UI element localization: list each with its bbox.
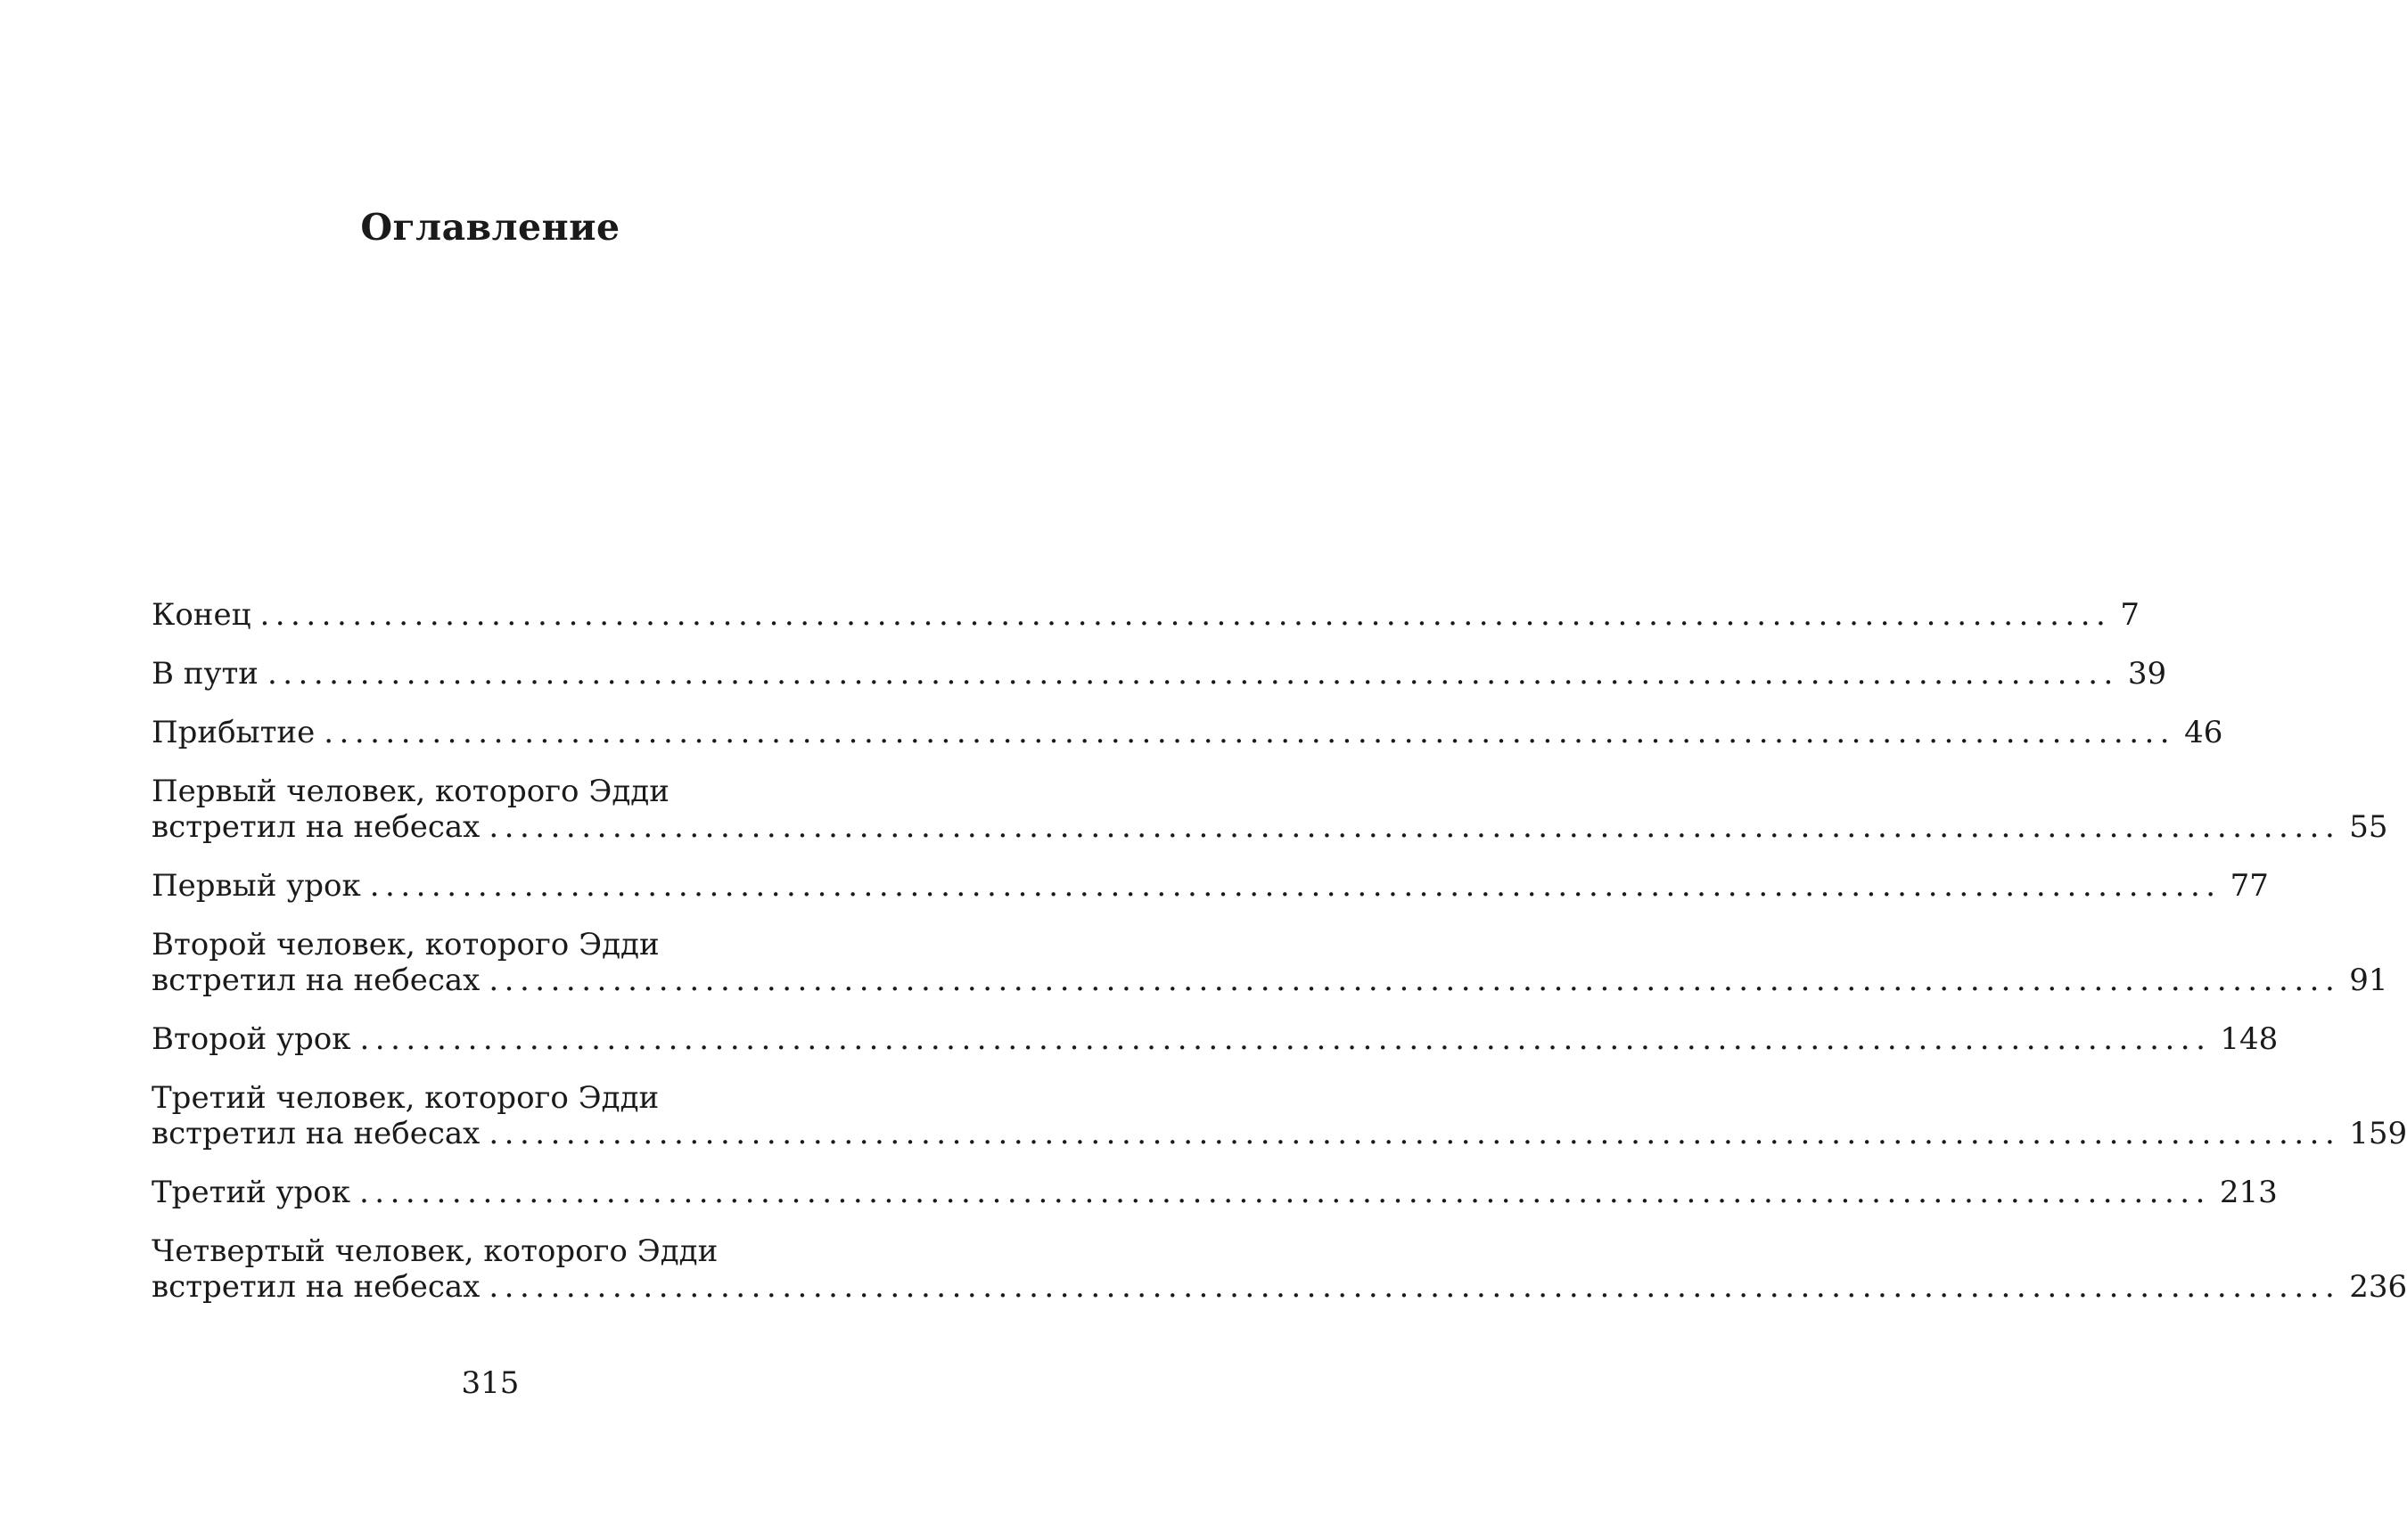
toc-entry-title-line-2: встретил на небесах [152,809,481,845]
dot-leader: ........................................................................................................................ [369,868,2222,904]
toc-line [152,1233,829,1269]
toc-entry-title-line-1: Второй человек, которого Эдди [152,927,660,962]
toc-entry-title: Третий урок [152,1175,350,1210]
dot-leader: ........................................................................................................................ [489,1116,2341,1151]
toc-entry-title: В пути [152,656,259,692]
table-of-contents [152,597,2407,1328]
page-title: Оглавление [360,206,620,250]
dot-leader: ........................................................................................................................ [359,1021,2212,1057]
toc-line [152,868,2269,904]
toc-entry-title-line-2: встретил на небесах [152,1116,481,1151]
dot-leader: ........................................................................................................................ [267,656,2119,692]
toc-line [152,656,2167,692]
toc-entry-page: 213 [2219,1175,2278,1210]
toc-line [152,1116,2407,1151]
toc-entry-page: 55 [2349,809,2388,845]
dot-leader: ........................................................................................................................ [489,809,2341,845]
toc-entry [152,774,2388,845]
toc-line [152,715,2223,750]
toc-entry-title: Прибытие [152,715,316,750]
toc-entry-page: 46 [2184,715,2223,750]
toc-entry-page: 236 [2349,1269,2407,1305]
toc-entry [152,868,2269,904]
toc-entry [152,1233,2407,1305]
toc-line [152,1021,2279,1057]
toc-line [152,1080,829,1116]
toc-entry-page: 148 [2220,1021,2279,1057]
toc-line [152,927,829,962]
toc-line [152,1269,2407,1305]
toc-entry [152,1080,2407,1151]
toc-entry-page: 77 [2230,868,2269,904]
toc-entry-page: 159 [2349,1116,2407,1151]
dot-leader: ........................................................................................................................ [489,962,2341,998]
toc-entry [152,1175,2278,1210]
page-number: 315 [461,1365,520,1401]
toc-entry-title-line-1: Первый человек, которого Эдди [152,774,670,809]
toc-entry-title-line-2: встретил на небесах [152,962,481,998]
toc-entry-title-line-2: встретил на небесах [152,1269,481,1305]
toc-entry-title: Конец [152,597,251,633]
dot-leader: ........................................................................................................................ [359,1175,2211,1210]
toc-line [152,774,829,809]
toc-entry-title: Первый урок [152,868,361,904]
toc-entry [152,1021,2279,1057]
dot-leader: ........................................................................................................................ [259,597,2112,633]
toc-line [152,597,2140,633]
toc-entry-page: 91 [2349,962,2388,998]
toc-entry-page: 7 [2120,597,2140,633]
toc-entry-page: 39 [2127,656,2167,692]
dot-leader: ........................................................................................................................ [489,1269,2341,1305]
toc-line [152,809,2388,845]
toc-entry [152,927,2388,998]
toc-line [152,962,2388,998]
toc-entry-title: Второй урок [152,1021,351,1057]
toc-entry-title-line-1: Третий человек, которого Эдди [152,1080,660,1116]
toc-entry [152,597,2140,633]
toc-entry [152,656,2167,692]
toc-line [152,1175,2278,1210]
toc-entry [152,715,2223,750]
dot-leader: ........................................................................................................................ [324,715,2176,750]
toc-entry-title-line-1: Четвертый человек, которого Эдди [152,1233,719,1269]
